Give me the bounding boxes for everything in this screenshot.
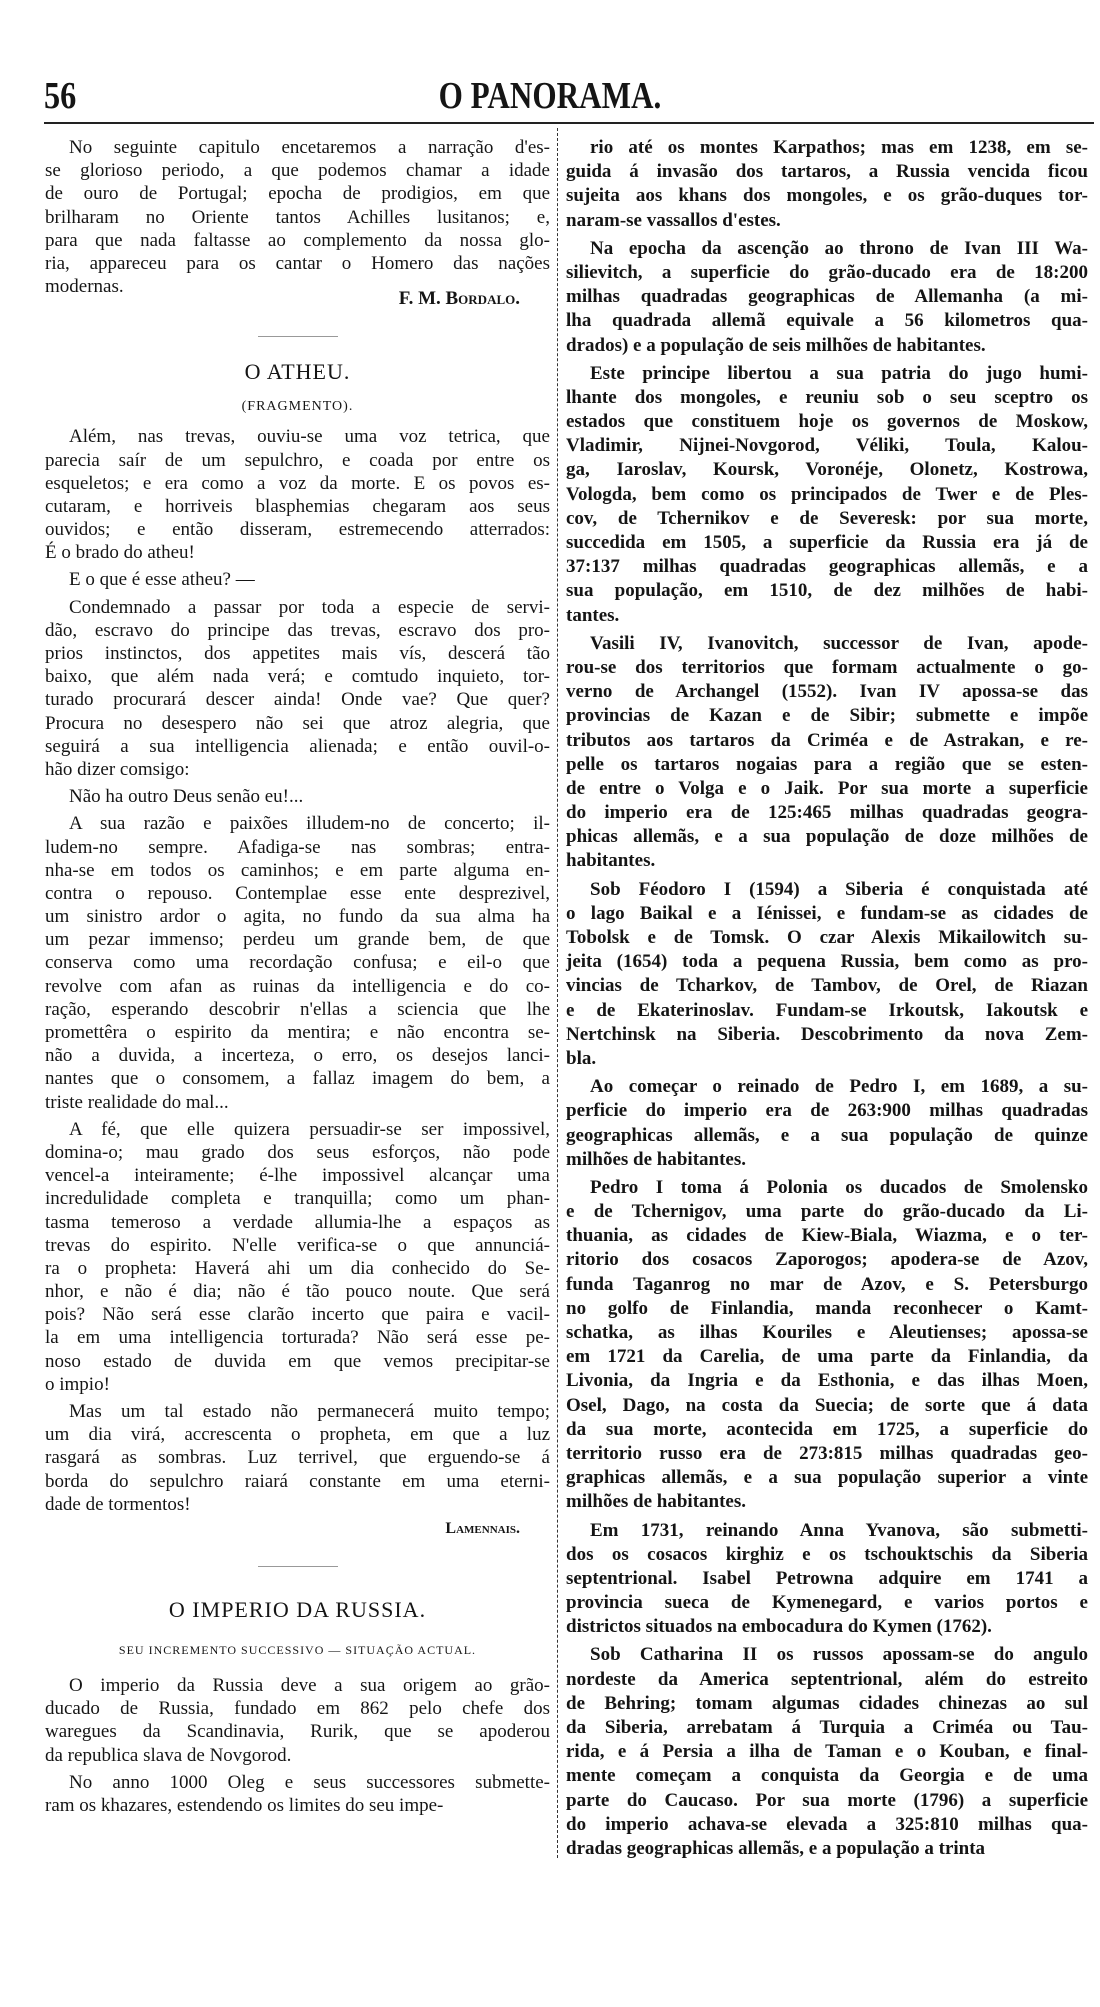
text-line: Ao começar o reinado de Pedro I, em 1689, a su- [590, 1076, 1088, 1098]
intro-article [45, 136, 550, 310]
text-line: brilharam no Oriente tantos Achilles lusitanos; e, [45, 206, 550, 228]
text-line: Mas um tal estado não permanecerá muito tempo; [69, 1401, 550, 1422]
text-line: phicas allemãs, e a sua população de doze milhões de [566, 826, 1088, 848]
paragraph [45, 596, 550, 782]
right-column [566, 136, 1088, 1865]
text-line: o lago Baikal e a Iénissei, e fundam-se as cidades de [566, 902, 1088, 924]
text-line: vincias de Tcharkov, de Tambov, de Orel, de Riazan [566, 975, 1088, 997]
text-line: schatka, as ilhas Kouriles e Aleutienses; apossa-se [566, 1322, 1088, 1343]
text-line: dade de tormentos! [45, 1493, 191, 1515]
text-line: territorio russo era de 273:815 milhas quadradas geo- [566, 1442, 1088, 1464]
paragraph [45, 1400, 550, 1516]
russia-subtitle: SEU INCREMENTO SUCCESSIVO — SITUAÇÃO ACTUAL. [118, 1642, 477, 1657]
paragraph [566, 362, 1088, 628]
text-line: cutaram, e horriveis blasphemias chegaram aos seus [45, 495, 550, 517]
paragraph [45, 568, 550, 591]
text-line: nantes que o consomem, a fallaz imagem do bem, a [45, 1068, 550, 1090]
text-line: Procura no desespero não sei que atroz alegria, que [45, 712, 550, 734]
text-line: nha-se em todos os caminhos; e em parte alguma en- [45, 859, 550, 881]
text-line: Vasili IV, Ivanovitch, successor de Ivan, apode- [590, 632, 1088, 654]
paragraph [566, 1176, 1088, 1515]
text-line: parecia saír de um sepulchro, e coada por entre os [45, 449, 550, 471]
text-line: sujeita aos khans dos mongoles, e os grão-duques tor- [566, 185, 1088, 207]
text-line: um dia virá, accrescenta o propheta, em que a luz [45, 1424, 550, 1446]
text-line: de Behring; tomam algumas cidades chinezas ao sul [566, 1692, 1088, 1714]
text-line: e de Tchernigov, uma parte do grão-ducado da Li- [566, 1201, 1088, 1223]
text-line: Pedro I toma á Polonia os ducados de Smolensko [590, 1176, 1088, 1198]
text-line: hão dizer comsigo: [45, 758, 190, 780]
text-line: Na epocha da ascenção ao throno de Ivan III Wa- [590, 237, 1088, 259]
intro-body [45, 136, 550, 298]
text-line: bla. [566, 1047, 597, 1069]
text-line: Sob Féodoro I (1594) a Siberia é conquistada até [590, 878, 1088, 900]
text-line: milhões de habitantes. [566, 1148, 746, 1170]
text-line: funda Taganrog no mar de Azov, e S. Petersburgo [566, 1273, 1088, 1295]
russia-title: O IMPERIO DA RUSSIA. [168, 1596, 427, 1622]
text-line: pois? Não será esse clarão incerto que paira e vacil- [45, 1304, 550, 1326]
text-line: nhor, e não é dia; não é tão pouco noute. Que será [45, 1281, 550, 1303]
text-line: de entre o Volga e o Jaik. Por sua morte a superficie [566, 777, 1088, 799]
atheu-title: O ATHEU. [244, 359, 351, 385]
text-line: trevas do espirito. N'elle verifica-se o que annunciá- [45, 1234, 550, 1256]
text-line: um pezar immenso; perdeu um grande bem, de que [45, 929, 550, 951]
text-line: da republica slava de Novgorod. [45, 1744, 292, 1766]
text-line: prios instinctos, dos appetites mais vís, descerá tão [45, 643, 550, 664]
text-line: turado procurará descer ainda! Onde vae? Que quer? [45, 689, 550, 711]
text-line: Condemnado a passar por toda a especie de servi- [69, 596, 550, 618]
text-line: ludem-no sempre. Afadiga-se nas sombras; entra- [45, 836, 550, 858]
text-line: domina-o; mau grado dos seus esforços, não pode [45, 1141, 550, 1163]
paragraph [45, 785, 550, 808]
text-line: no golfo de Finlandia, manda reconhecer o Kamt- [566, 1297, 1088, 1319]
text-line: promettêra o espirito da mentira; e não encontra se- [45, 1022, 550, 1043]
text-line: rio até os montes Karpathos; mas em 1238, em se- [590, 137, 1088, 158]
text-line: conserva como uma recordação confusa; e eil-o que [45, 952, 550, 974]
paragraph [566, 136, 1088, 233]
text-line: Não ha outro Deus senão eu!... [69, 786, 304, 808]
text-line: 37:137 milhas quadradas geographicas allemãs, e a [566, 556, 1088, 578]
text-line: seguirá a sua intelligencia alienada; e então ouvil-o- [45, 735, 550, 757]
text-line: da sua morte, acontecida em 1725, a superficie do [566, 1418, 1088, 1440]
text-line: Este principe libertou a sua patria do jugo humi- [590, 362, 1088, 384]
text-line: waregues da Scandinavia, Rurik, que se apoderou [45, 1721, 550, 1743]
text-line: septentrional. Isabel Petrowna adquire em 1741 a [566, 1567, 1088, 1589]
text-line: A fé, que elle quizera persuadir-se ser impossivel, [69, 1118, 550, 1140]
text-line: thuania, as cidades de Kiew-Biala, Wiazma, e o ter- [566, 1225, 1088, 1247]
text-line: contra o repouso. Contemplae esse ente desprezivel, [45, 882, 550, 904]
page-number: 56 [44, 75, 77, 117]
text-line: baixo, que além nada verá; e comtudo inquieto, tor- [45, 666, 550, 688]
text-line: ouvidos; e então disseram, estremecendo atterrados: [45, 519, 550, 541]
text-line: sua população, em 1510, de dez milhões de habi- [566, 580, 1088, 602]
text-line: Vladimir, Nijnei-Novgorod, Véliki, Toula, Kalou- [566, 435, 1088, 457]
paragraph [45, 136, 550, 298]
text-line: O imperio da Russia deve a sua origem ao grão- [69, 1674, 550, 1696]
text-line: se glorioso periodo, a que podemos chamar a idade [45, 160, 550, 182]
text-line: Além, nas trevas, ouviu-se uma voz tetrica, que [69, 426, 550, 448]
text-line: No anno 1000 Oleg e seus successores submette- [69, 1771, 550, 1793]
paragraph [566, 1643, 1088, 1861]
text-line: perficie do imperio era de 263:900 milhas quadradas [566, 1100, 1088, 1122]
russia-body [45, 1674, 550, 1817]
text-line: pelle os tartaros nogaias para a região que se esten- [566, 753, 1088, 775]
text-line: habitantes. [566, 850, 656, 872]
text-line: Sob Catharina II os russos apossam-se do angulo [590, 1644, 1088, 1666]
text-line: dão, escravo do principe das trevas, escravo dos pro- [45, 619, 550, 641]
text-line: naram-se vassallos d'estes. [566, 209, 781, 231]
text-line: succedida em 1505, a superficie da Russia era já de [566, 532, 1088, 553]
text-line: provincias de Kazan e de Sibir; submette e impõe [566, 705, 1088, 727]
text-line: verno de Archangel (1552). Ivan IV apossa-se das [566, 681, 1088, 703]
text-line: milhões de habitantes. [566, 1491, 746, 1513]
text-line: rasgará as sombras. Luz terrivel, que erguendo-se á [45, 1447, 550, 1469]
text-line: drados) e a população de seis milhões de habitantes. [566, 334, 986, 356]
text-line: ria, appareceu para os cantar o Homero das nações [45, 252, 550, 274]
text-line: Livonia, da Ingria e da Esthonia, e das ilhas Moen, [566, 1370, 1088, 1392]
text-line: Osel, Dago, na costa da Suecia; de sorte que á data [566, 1394, 1088, 1416]
text-line: tantes. [566, 604, 620, 626]
text-line: ritorio dos cosacos Zaporogos; apodera-se de Azov, [566, 1249, 1088, 1271]
paragraph [45, 812, 550, 1113]
russia-body-continued [566, 136, 1088, 1861]
text-line: tributos aos tartaros da Criméa e de Astrakan, e re- [566, 729, 1088, 751]
paragraph [566, 1075, 1088, 1172]
text-line: ram os khazares, estendendo os limites do seu impe- [45, 1794, 444, 1816]
separator [258, 336, 338, 337]
text-line: lhante dos mongoles, e reuniu sob o seu sceptro os [566, 386, 1088, 408]
paragraph [45, 1674, 550, 1767]
text-line: districtos situados na embocadura do Kymen (1762). [566, 1616, 992, 1638]
atheu-subtitle: (FRAGMENTO). [241, 399, 354, 415]
text-line: milhas quadradas geographicas de Allemanha (a mi- [566, 286, 1088, 308]
text-line: não a duvida, a incerteza, o erro, os desejos lanci- [45, 1045, 550, 1067]
left-column [45, 136, 550, 1821]
text-line: da Siberia, arrebatam á Turquia a Criméa ou Tau- [566, 1717, 1088, 1738]
text-line: do imperio achava-se elevada a 325:810 milhas qua- [566, 1813, 1088, 1835]
masthead-title: O PANORAMA. [438, 75, 662, 117]
text-line: No seguinte capitulo encetaremos a narração d'es- [69, 137, 550, 158]
text-line: provincia sueca de Kymenegard, e varios portos e [566, 1592, 1088, 1614]
text-line: É o brado do atheu! [45, 542, 195, 564]
column-divider [557, 128, 558, 1858]
text-line: guida á invasão dos tartaros, a Russia vencida ficou [566, 161, 1088, 183]
text-line: graphicas allemãs, e a sua população superior a vinte [566, 1467, 1088, 1489]
text-line: triste realidade do mal... [45, 1091, 229, 1113]
text-line: em 1721 da Carelia, de uma parte da Finlandia, da [566, 1346, 1088, 1368]
text-line: silievitch, a superficie do grão-ducado era de 18:200 [566, 261, 1088, 283]
text-line: ração, esperando descobrir n'ellas a sciencia que lhe [45, 998, 550, 1020]
text-line: parte do Caucaso. Por sua morte (1796) a superficie [566, 1789, 1088, 1811]
atheu-signature: Lamennais. [445, 1519, 520, 1537]
paragraph [566, 632, 1088, 874]
text-line: cov, de Tchernikov e de Severesk: por sua morte, [566, 507, 1088, 529]
paragraph [566, 237, 1088, 358]
text-line: A sua razão e paixões illudem-no de concerto; il- [69, 813, 550, 835]
text-line: do imperio era de 125:465 milhas quadradas geogra- [566, 802, 1088, 824]
text-line: incredulidade completa e tranquilla; como um phan- [45, 1188, 550, 1210]
text-line: dradas geographicas allemãs, e a população a trinta [566, 1837, 986, 1859]
text-line: geographicas allemãs, e a sua população de quinze [566, 1124, 1088, 1146]
paragraph [45, 425, 550, 564]
text-line: borda do sepulchro raiará constante em uma eterni- [45, 1470, 550, 1492]
separator [258, 1566, 338, 1567]
text-line: Vologda, bem como os principados de Twer e de Ples- [566, 483, 1088, 505]
text-line: modernas. [45, 276, 124, 298]
intro-signature: F. M. Bordalo. [398, 288, 520, 310]
text-line: vencel-a inteiramente; é-lhe impossivel alcançar uma [45, 1165, 550, 1187]
text-line: Tobolsk e de Tomsk. O czar Alexis Mikailowitch su- [566, 927, 1088, 948]
text-line: Nertchinsk na Siberia. Descobrimento da nova Zem- [566, 1023, 1088, 1045]
text-line: E o que é esse atheu? — [69, 569, 255, 591]
paragraph [566, 878, 1088, 1072]
paragraph [566, 1519, 1088, 1640]
header-rule [44, 122, 1094, 124]
text-line: estados que constituem hoje os governos de Moskow, [566, 411, 1088, 433]
text-line: para que nada faltasse ao complemento da nossa glo- [45, 229, 550, 251]
text-line: ra o propheta: Haverá ahi um dia conhecido do Se- [45, 1257, 550, 1279]
text-line: jeita (1654) toda a pequena Russia, bem como as pro- [566, 951, 1088, 973]
text-line: de ouro de Portugal; epocha de prodigios, em que [45, 183, 550, 205]
text-line: nordeste da America septentrional, além do estreito [566, 1668, 1088, 1690]
paragraph [45, 1118, 550, 1396]
text-line: la em uma intelligencia torturada? Não será esse pe- [45, 1327, 550, 1349]
text-line: lha quadrada allemã equivale a 56 kilometros qua- [566, 310, 1088, 332]
atheu-body [45, 425, 550, 1516]
text-line: rida, e á Persia a ilha de Taman e o Kouban, e final- [566, 1741, 1088, 1763]
text-line: rou-se dos territorios que formam actualmente o go- [566, 656, 1088, 678]
text-line: dos os cosacos kirghiz e os tschouktschis da Siberia [566, 1543, 1088, 1565]
paragraph [45, 1771, 550, 1817]
text-line: esqueletos; e era como a voz da morte. E os povos es- [45, 472, 550, 494]
text-line: o impio! [45, 1373, 110, 1395]
text-line: e de Ekaterinoslav. Fundam-se Irkoutsk, Iakoutsk e [566, 999, 1088, 1021]
text-line: tasma temeroso a verdade allumia-lhe a espaços as [45, 1211, 550, 1233]
text-line: mente começam a conquista da Georgia e de uma [566, 1765, 1088, 1787]
text-line: noso estado de duvida em que vemos precipitar-se [45, 1350, 550, 1372]
text-line: revolve com afan as ruinas da intelligencia e do co- [45, 975, 550, 997]
text-line: um sinistro ardor o agita, no fundo da sua alma ha [45, 906, 550, 928]
text-line: Em 1731, reinando Anna Yvanova, são submetti- [590, 1519, 1088, 1541]
text-line: ga, Iaroslav, Koursk, Voronéje, Olonetz, Kostrowa, [566, 459, 1088, 481]
text-line: ducado de Russia, fundado em 862 pelo chefe dos [45, 1698, 550, 1720]
